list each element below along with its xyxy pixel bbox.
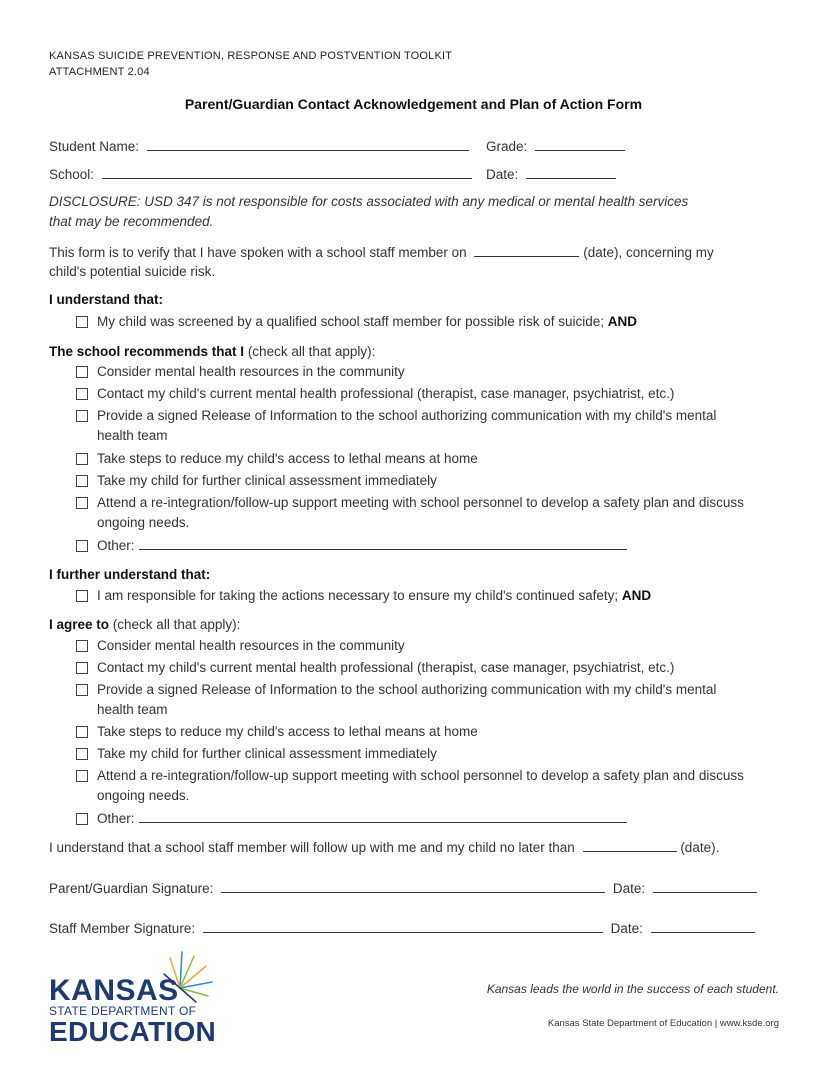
checkbox-label: Consider mental health resources in the community (97, 638, 405, 653)
checkbox[interactable] (76, 410, 88, 422)
checkbox[interactable] (76, 662, 88, 674)
rec-item-2[interactable] (76, 384, 777, 404)
attachment-label: ATTACHMENT 2.04 (49, 66, 150, 78)
date-field[interactable] (526, 166, 616, 179)
checkbox[interactable] (76, 316, 88, 328)
parent-date-field[interactable] (653, 880, 757, 893)
rec-item-6[interactable] (76, 493, 762, 533)
checkbox-label: Provide a signed Release of Information to the school authorizing communication with my child's mental health team (97, 408, 717, 443)
student-name-label: Student Name: (49, 139, 140, 154)
parent-signature-row (49, 880, 757, 896)
toolkit-header: KANSAS SUICIDE PREVENTION, RESPONSE AND POSTVENTION TOOLKIT (49, 50, 453, 62)
checkbox-label: Contact my child's current mental health professional (therapist, case manager, psychiatrist, etc.) (97, 386, 675, 401)
heading-bold: The school recommends that I (49, 344, 245, 359)
other-label: Other: (97, 538, 135, 553)
section-school-recommends-heading (49, 344, 375, 359)
student-name-row (49, 138, 469, 154)
and-label: AND (607, 314, 637, 329)
checkbox[interactable] (76, 388, 88, 400)
checkbox[interactable] (76, 684, 88, 696)
and-label: AND (621, 588, 652, 603)
verify-line-1 (49, 244, 714, 260)
agree-item-2[interactable] (76, 658, 777, 678)
other-field[interactable] (139, 810, 627, 823)
staff-signature-row (49, 920, 755, 936)
rec-item-1[interactable] (76, 362, 777, 382)
rec-item-other[interactable] (76, 536, 777, 556)
section-understand-heading: I understand that: (49, 292, 163, 307)
checkbox[interactable] (76, 770, 88, 782)
date-label: Date: (486, 167, 519, 182)
staff-date-label: Date: (610, 921, 643, 936)
footer-tagline: Kansas leads the world in the success of each student. (486, 982, 779, 996)
other-field[interactable] (139, 537, 627, 550)
agree-item-3[interactable] (76, 680, 737, 720)
checkbox[interactable] (76, 726, 88, 738)
followup-row (49, 839, 719, 855)
logo-education-text: EDUCATION (49, 1016, 217, 1047)
checkbox-label: Take my child for further clinical assessment immediately (97, 473, 437, 488)
followup-text-a: I understand that a school staff member will follow up with me and my child no later than (49, 840, 575, 855)
rec-item-5[interactable] (76, 471, 777, 491)
verify-date-field[interactable] (474, 244, 579, 257)
heading-rest: (check all that apply): (247, 344, 376, 359)
heading-rest: (check all that apply): (112, 617, 241, 632)
disclosure-line-1: DISCLOSURE: USD 347 is not responsible for costs associated with any medical or mental health services (49, 194, 689, 209)
verify-text-a: This form is to verify that I have spoken with a school staff member on (49, 245, 467, 260)
student-name-field[interactable] (147, 138, 469, 151)
staff-date-field[interactable] (651, 920, 755, 933)
form-title: Parent/Guardian Contact Acknowledgement and Plan of Action Form (184, 96, 643, 112)
checkbox[interactable] (76, 540, 88, 552)
section-agree-heading (49, 617, 240, 632)
parent-date-label: Date: (612, 881, 646, 896)
rec-item-4[interactable] (76, 449, 777, 469)
checkbox-label: Contact my child's current mental health professional (therapist, case manager, psychiatrist, etc.) (97, 660, 675, 675)
logo-dept-text: STATE DEPARTMENT OF (49, 1004, 197, 1018)
date-row (486, 166, 616, 182)
checkbox[interactable] (76, 748, 88, 760)
agree-item-other[interactable] (76, 809, 777, 829)
rec-item-3[interactable] (76, 406, 737, 446)
checkbox[interactable] (76, 497, 88, 509)
followup-date-field[interactable] (583, 839, 677, 852)
checkbox-label: My child was screened by a qualified school staff member for possible risk of suicide; (97, 314, 604, 329)
school-label: School: (49, 167, 95, 182)
checkbox[interactable] (76, 453, 88, 465)
checkbox-label: I am responsible for taking the actions necessary to ensure my child's continued safety; (97, 588, 619, 603)
checkbox-label: Consider mental health resources in the community (97, 364, 405, 379)
agree-item-6[interactable] (76, 766, 762, 806)
verify-line-2: child's potential suicide risk. (49, 264, 216, 279)
agree-item-1[interactable] (76, 636, 777, 656)
checkbox[interactable] (76, 475, 88, 487)
school-row (49, 166, 472, 182)
heading-bold: I agree to (49, 617, 110, 632)
staff-signature-field[interactable] (203, 920, 603, 933)
grade-label: Grade: (486, 139, 528, 154)
checkbox[interactable] (76, 640, 88, 652)
school-field[interactable] (102, 166, 472, 179)
agree-item-5[interactable] (76, 744, 777, 764)
checkbox-label: Attend a re-integration/follow-up support meeting with school personnel to develop a safety plan and discuss ongoing needs. (97, 768, 744, 803)
other-label: Other: (97, 811, 135, 826)
verify-text-b: (date), concerning my (583, 245, 714, 260)
checkbox[interactable] (76, 366, 88, 378)
checkbox-label: Provide a signed Release of Information to the school authorizing communication with my child's mental health team (97, 682, 717, 717)
followup-text-b: (date). (680, 840, 720, 855)
disclosure-line-2: that may be recommended. (49, 214, 214, 229)
checkbox[interactable] (76, 813, 88, 825)
parent-signature-label: Parent/Guardian Signature: (49, 881, 214, 896)
checkbox-label: Take my child for further clinical assessment immediately (97, 746, 437, 761)
checkbox-item-screened[interactable] (76, 312, 777, 332)
checkbox-label: Take steps to reduce my child's access to lethal means at home (97, 451, 478, 466)
checkbox-label: Take steps to reduce my child's access to lethal means at home (97, 724, 478, 739)
staff-signature-label: Staff Member Signature: (49, 921, 196, 936)
logo-kansas-text: KANSAS (49, 974, 179, 1007)
footer-contact: Kansas State Department of Education | www.ksde.org (547, 1018, 779, 1029)
section-further-heading: I further understand that: (49, 567, 211, 582)
checkbox[interactable] (76, 590, 88, 602)
checkbox-item-responsible[interactable] (76, 586, 777, 606)
checkbox-label: Attend a re-integration/follow-up support meeting with school personnel to develop a safety plan and discuss ongoing needs. (97, 495, 744, 530)
parent-signature-field[interactable] (221, 880, 605, 893)
grade-row (486, 138, 625, 154)
grade-field[interactable] (535, 138, 625, 151)
agree-item-4[interactable] (76, 722, 777, 742)
